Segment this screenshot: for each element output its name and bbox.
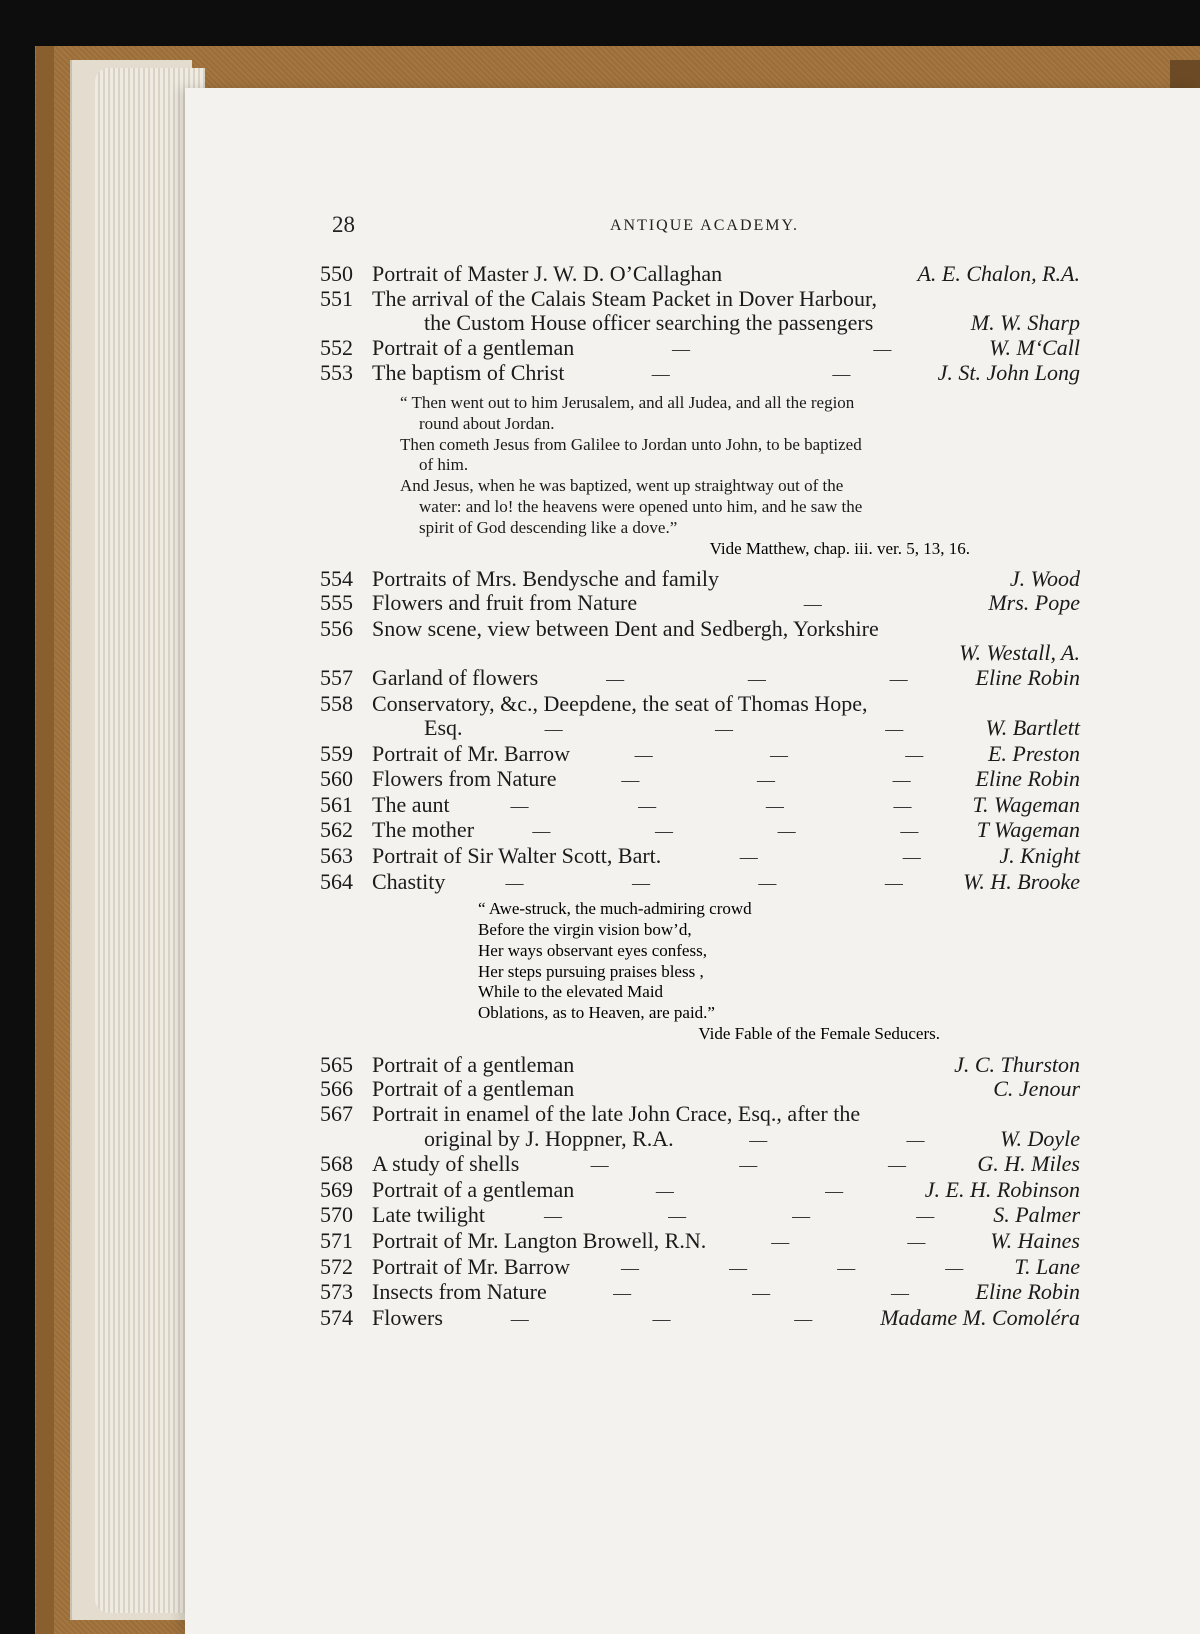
running-title: ANTIQUE ACADEMY.: [609, 217, 800, 234]
entry-561: [320, 793, 1080, 819]
entry-title: The arrival of the Calais Steam Packet in Dover Harbour,: [372, 285, 877, 311]
entry-number: 564: [320, 868, 353, 894]
entry-568: [320, 1152, 1080, 1178]
entry-571: [320, 1229, 1080, 1255]
entry-number: 573: [320, 1279, 353, 1305]
entry-artist: W. Haines: [990, 1228, 1080, 1253]
entry-title: Portrait of a gentleman: [372, 1076, 575, 1102]
leader-dash: —: [825, 1180, 844, 1201]
leader-dash: —: [631, 872, 650, 893]
entry-title: Flowers and fruit from Nature: [372, 590, 638, 616]
entry-562: [320, 818, 1080, 844]
leader-dash: —: [803, 594, 822, 615]
entry-artist: T. Lane: [1014, 1253, 1080, 1279]
quote-reference: Vide Matthew, chap. iii. ver. 5, 13, 16.: [709, 538, 970, 558]
quote-line: of him.: [419, 455, 469, 475]
entry-number: 553: [320, 360, 353, 386]
entry-number: 554: [320, 565, 353, 591]
leader-dash: —: [873, 338, 892, 359]
leader-dash: —: [652, 1308, 671, 1329]
entry-566: [320, 1077, 1080, 1102]
leader-dash: —: [510, 1308, 529, 1329]
entry-551: [320, 287, 1080, 336]
entry-number: 555: [320, 590, 353, 616]
entry-title: Portrait of Mr. Barrow: [372, 740, 570, 766]
poem-line: Her ways observant eyes confess,: [478, 940, 707, 960]
entry-number: 563: [320, 843, 353, 869]
leader-dash: —: [739, 1155, 758, 1176]
entry-557: [320, 666, 1080, 692]
entry-artist: T Wageman: [976, 817, 1080, 843]
entry-572: [320, 1255, 1080, 1281]
leader-dash: —: [590, 1155, 609, 1176]
leader-dash: —: [900, 821, 919, 842]
entry-number: 565: [320, 1051, 353, 1077]
leader-dash: —: [837, 1257, 856, 1278]
entry-artist: G. H. Miles: [977, 1151, 1080, 1177]
poem-line: Oblations, as to Heaven, are paid.”: [478, 1003, 715, 1023]
entry-artist: Eline Robin: [975, 664, 1080, 690]
entry-title: Portrait of Master J. W. D. O’Callaghan: [372, 261, 723, 286]
entry-554: [320, 567, 1080, 592]
leader-dash: —: [714, 719, 733, 740]
leader-dash: —: [655, 821, 674, 842]
entry-title: Conservatory, &c., Deepdene, the seat of Thomas Hope,: [372, 690, 868, 716]
entry-number: 567: [320, 1101, 353, 1127]
entry-number: 557: [320, 664, 353, 690]
poem-line: “ Awe-struck, the much-admiring crowd: [478, 899, 752, 919]
entry-title: Garland of flowers: [372, 664, 539, 690]
leader-dash: —: [832, 364, 851, 385]
entry-artist: J. St. John Long: [937, 360, 1080, 386]
entry-title: Portrait of Sir Walter Scott, Bart.: [372, 843, 662, 869]
leader-dash: —: [893, 795, 912, 816]
entry-artist: Eline Robin: [975, 1279, 1080, 1305]
leader-dash: —: [505, 872, 524, 893]
catalogue-entries: [320, 262, 1080, 1331]
poem-line: Before the virgin vision bow’d,: [478, 920, 692, 940]
leader-dash: —: [885, 719, 904, 740]
entry-number: 570: [320, 1202, 353, 1228]
poem-quote: [478, 895, 1080, 1024]
leader-dash: —: [902, 847, 921, 868]
leader-dash: —: [889, 668, 908, 689]
entry-title: The baptism of Christ: [372, 360, 565, 386]
entry-artist: W. Westall, A.: [959, 640, 1080, 666]
entry-artist: J. E. H. Robinson: [924, 1176, 1080, 1202]
entry-number: 558: [320, 690, 353, 716]
entry-number: 560: [320, 766, 353, 792]
leader-dash: —: [905, 744, 924, 765]
entry-number: 574: [320, 1304, 353, 1330]
entry-title-continued: the Custom House officer searching the passengers: [424, 310, 874, 336]
leader-dash: —: [668, 1206, 687, 1227]
entry-number: 566: [320, 1076, 353, 1102]
leader-dash: —: [752, 1283, 771, 1304]
leader-dash: —: [777, 821, 796, 842]
entry-number: 569: [320, 1176, 353, 1202]
leader-dash: —: [771, 1232, 790, 1252]
leader-dash: —: [638, 795, 657, 816]
entry-artist: W. Doyle: [1000, 1125, 1080, 1151]
leader-dash: —: [651, 364, 670, 385]
entry-number: 562: [320, 817, 353, 843]
entry-artist: S. Palmer: [993, 1202, 1080, 1228]
leader-dash: —: [757, 770, 775, 791]
entry-title: Portrait of a gentleman: [372, 1051, 575, 1077]
entry-artist: T. Wageman: [972, 791, 1080, 817]
leader-dash: —: [887, 1155, 906, 1176]
entry-artist: M. W. Sharp: [970, 310, 1080, 336]
entry-559: [320, 742, 1080, 768]
entry-title: Portrait of Mr. Barrow: [372, 1253, 570, 1279]
entry-title: Portrait in enamel of the late John Crace, Esq., after the: [372, 1101, 861, 1127]
quote-line: spirit of God descending like a dove.”: [419, 517, 678, 537]
page-header: [332, 212, 1077, 252]
leader-dash: —: [729, 1257, 748, 1278]
leader-dash: —: [606, 668, 625, 689]
entry-artist: J. Wood: [1009, 565, 1080, 591]
entry-564: [320, 870, 1080, 896]
poem-line: Her steps pursuing praises bless ,: [478, 961, 704, 981]
entry-550: [320, 262, 1080, 287]
entry-560: [320, 767, 1080, 793]
entry-555: [320, 591, 1080, 617]
entry-title: Portrait of Mr. Langton Browell, R.N.: [372, 1228, 707, 1253]
leader-dash: —: [749, 1129, 768, 1150]
entry-number: 561: [320, 791, 353, 817]
leader-dash: —: [945, 1257, 964, 1278]
entry-title: Flowers: [372, 1304, 443, 1330]
leader-dash: —: [739, 847, 758, 868]
leader-dash: —: [634, 744, 653, 765]
entry-artist: Eline Robin: [975, 766, 1080, 792]
entry-number: 571: [320, 1228, 353, 1253]
leader-dash: —: [792, 1206, 811, 1227]
leader-dash: —: [758, 872, 777, 893]
leader-dash: —: [544, 1206, 563, 1227]
leader-dash: —: [769, 744, 788, 765]
leader-dash: —: [907, 1232, 926, 1252]
entry-number: 551: [320, 285, 353, 311]
leader-dash: —: [621, 770, 640, 791]
entry-565: [320, 1053, 1080, 1078]
leader-dash: —: [765, 795, 784, 816]
leader-dash: —: [532, 821, 551, 842]
entry-title-continued: original by J. Hoppner, R.A.: [424, 1125, 674, 1151]
entry-number: 559: [320, 740, 353, 766]
entry-number: 572: [320, 1253, 353, 1279]
entry-553: [320, 361, 1080, 387]
entry-574: [320, 1306, 1080, 1332]
entry-artist: Mrs. Pope: [988, 590, 1080, 616]
poem-reference: Vide Fable of the Female Seducers.: [698, 1024, 940, 1044]
quote-line: “ Then went out to him Jerusalem, and all Judea, and all the region: [400, 392, 855, 412]
leader-dash: —: [655, 1180, 674, 1201]
entry-567: [320, 1102, 1080, 1152]
entry-title: A study of shells: [372, 1151, 520, 1177]
leader-dash: —: [884, 872, 903, 893]
entry-570: [320, 1203, 1080, 1229]
quote-line: Then cometh Jesus from Galilee to Jordan unto John, to be baptized: [400, 434, 862, 454]
entry-artist: E. Preston: [987, 740, 1080, 766]
leader-dash: —: [892, 770, 911, 791]
entry-artist: W. H. Brooke: [963, 868, 1080, 894]
leader-dash: —: [794, 1308, 813, 1329]
entry-number: 550: [320, 261, 353, 286]
entry-569: [320, 1178, 1080, 1204]
entry-number: 568: [320, 1151, 353, 1177]
leader-dash: —: [621, 1257, 640, 1278]
entry-title: Portrait of a gentleman: [372, 334, 575, 360]
page-number: 28: [332, 212, 355, 237]
poem-line: While to the elevated Maid: [478, 982, 664, 1002]
entry-title: Flowers from Nature: [372, 766, 557, 792]
leader-dash: —: [747, 668, 766, 689]
entry-artist: A. E. Chalon, R.A.: [917, 261, 1080, 286]
entry-artist: Madame M. Comoléra: [880, 1304, 1080, 1330]
quote-line: And Jesus, when he was baptized, went up straightway out of the: [400, 476, 844, 496]
quote-line: round about Jordan.: [419, 413, 555, 433]
entry-title: Portraits of Mrs. Bendysche and family: [372, 565, 720, 591]
leader-dash: —: [510, 795, 529, 816]
leader-dash: —: [613, 1283, 632, 1304]
entry-number: 552: [320, 334, 353, 360]
entry-title-continued: Esq.: [424, 715, 463, 741]
entry-563: [320, 844, 1080, 870]
entry-artist: W. M‘Call: [989, 334, 1080, 360]
entry-artist: J. Knight: [999, 843, 1080, 869]
entry-573: [320, 1280, 1080, 1306]
entry-556: [320, 617, 1080, 666]
scripture-quote: [400, 387, 1080, 539]
entry-title: The aunt: [372, 791, 450, 817]
entry-artist: C. Jenour: [993, 1076, 1080, 1102]
entry-title: Late twilight: [372, 1202, 486, 1228]
entry-artist: W. Bartlett: [985, 715, 1080, 741]
entry-title: Snow scene, view between Dent and Sedbergh, Yorkshire: [372, 615, 879, 641]
book-spine: [36, 46, 54, 1634]
leader-dash: —: [544, 719, 563, 740]
entry-number: 556: [320, 615, 353, 641]
entry-558: [320, 692, 1080, 742]
leader-dash: —: [891, 1283, 910, 1304]
leader-dash: —: [906, 1129, 925, 1150]
entry-552: [320, 336, 1080, 362]
entry-title: Insects from Nature: [372, 1279, 547, 1305]
entry-title: The mother: [372, 817, 475, 843]
entry-title: Chastity: [372, 868, 446, 894]
entry-title: Portrait of a gentleman: [372, 1176, 575, 1202]
quote-line: water: and lo! the heavens were opened unto him, and he saw the: [419, 496, 863, 516]
entry-artist: J. C. Thurston: [954, 1051, 1080, 1077]
leader-dash: —: [916, 1206, 935, 1227]
leader-dash: —: [671, 338, 690, 359]
